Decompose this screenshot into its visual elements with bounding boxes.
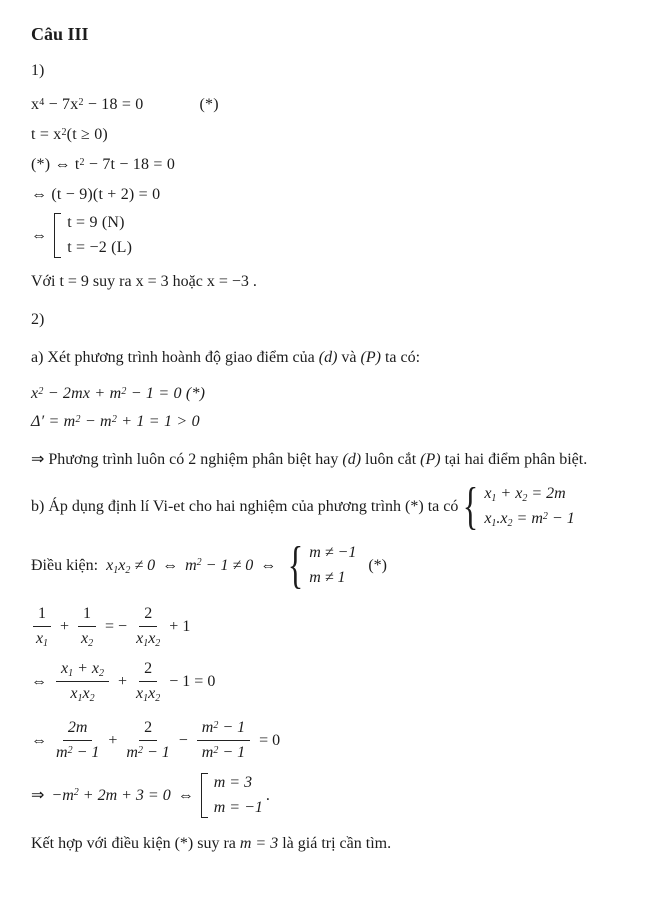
- plus-operator: +: [60, 617, 70, 635]
- x-conclusion: Với t = 9 suy ra x = 3 hoặc x = −3 .: [31, 273, 257, 290]
- implies-arrow: ⇒: [31, 786, 45, 804]
- m-solution-cases: [201, 773, 263, 818]
- factored-equation: ⇔ (t − 9)(t + 2) = 0: [31, 186, 161, 203]
- iff-arrow: ⇔: [260, 556, 277, 574]
- part2-label: 2): [31, 311, 45, 328]
- iff-arrow: ⇔: [31, 226, 48, 244]
- fraction-equation-3: ⇔ $\frac{2m}{m^2 - 1}$ + $\frac{2}{m^2 - 1}$ − $\frac{m^2 - 1}{m^2 - 1}$ = 0: [31, 719, 281, 761]
- case-row: m = 3: [213, 774, 253, 791]
- case-row: t = 9 (N): [67, 214, 125, 231]
- m-solution-line: [31, 773, 644, 818]
- quadratic-in-t: (*) ⇔ $t^2 - 7t - 18 = 0$: [31, 156, 176, 173]
- product-nonzero: $x_1x_2 \ne 0$: [106, 556, 156, 576]
- condition-line: [31, 536, 644, 594]
- case-row: t = −2 (L): [67, 239, 133, 256]
- fraction: $\frac{2}{x_1x_2}$: [136, 605, 161, 649]
- equals-minus-operator: = −: [105, 617, 128, 635]
- fraction: $\frac{1}{x_1}$: [33, 604, 51, 649]
- square-bracket: [54, 213, 61, 258]
- discriminant-line: $\Delta' = m^2 - m^2 + 1 = 1 > 0$: [31, 413, 200, 430]
- fraction: $\frac{1}{x_2}$: [78, 604, 96, 649]
- intersection-equation: $x^2 - 2mx + m^2 - 1 = 0$ (*): [31, 385, 206, 402]
- curly-brace: {: [463, 477, 479, 535]
- m-squared-condition: $m^2 - 1 \ne 0$: [185, 556, 254, 574]
- fraction: $\frac{2m}{m^2 - 1}$: [56, 719, 100, 761]
- case-row: m ≠ −1: [309, 544, 357, 561]
- iff-arrow: ⇔: [31, 672, 47, 690]
- vieta-system: [458, 477, 575, 535]
- part2a-intro: a) Xét phương trình hoành độ giao điểm của (d) và (P) ta có:: [31, 349, 421, 366]
- period: .: [265, 786, 270, 804]
- curly-brace: {: [287, 536, 304, 594]
- vieta-product: $x_1.x_2 = m^2 - 1$: [484, 510, 575, 529]
- cases-block: [54, 213, 132, 258]
- part2b-intro: b) Áp dụng định lí Vi-et cho hai nghiệm của phương trình (*) ta có { $x_1 + x_2 = 2m$ $x_1.x_2 = m^2 - 1$: [31, 477, 575, 535]
- part1-label: 1): [31, 62, 45, 79]
- m-quadratic: $-m^2 + 2m + 3 = 0$: [51, 786, 171, 804]
- final-conclusion: Kết hợp với điều kiện (*) suy ra m = 3 là giá trị cần tìm.: [31, 835, 392, 852]
- fraction: $\frac{m^2 - 1}{m^2 - 1}$: [197, 718, 250, 763]
- d-symbol: (d): [318, 349, 338, 366]
- fraction-equation-1: $\frac{1}{x_1}$ + $\frac{1}{x_2}$ = − $\frac{2}{x_1x_2}$ + 1: [31, 604, 644, 649]
- iff-arrow: ⇔: [162, 556, 179, 574]
- minus-operator: −: [178, 731, 188, 749]
- iff-arrow: ⇔: [31, 731, 47, 749]
- substitution-line: $t = x^2(t \ge 0)$: [31, 126, 108, 143]
- m-value: m = 3: [239, 835, 279, 852]
- section-heading: Câu III: [31, 24, 89, 44]
- square-bracket: [201, 773, 208, 818]
- condition-label: Điều kiện:: [31, 556, 99, 574]
- fraction: $\frac{x_1 + x_2}{x_1x_2}$: [56, 659, 109, 704]
- t-solution-cases: [31, 213, 644, 258]
- star-reference: (*): [368, 556, 387, 574]
- p-symbol: (P): [360, 349, 381, 366]
- m-condition-cases: [283, 536, 357, 594]
- case-row: m ≠ 1: [309, 569, 346, 586]
- fraction: $\frac{2}{x_1x_2}$: [136, 660, 161, 704]
- part2a-conclusion: ⇒ Phương trình luôn có 2 nghiệm phân biệt hay (d) luôn cắt (P) tại hai điểm phân biệt.: [31, 451, 588, 468]
- plus-operator: +: [118, 672, 128, 690]
- equation-quartic: $x^4 - 7x^2 - 18 = 0$ (*): [31, 96, 219, 113]
- star-reference: (*): [199, 96, 219, 113]
- fraction-equation-2: ⇔ $\frac{x_1 + x_2}{x_1x_2}$ + $\frac{2}{x_1x_2}$ − 1 = 0: [31, 660, 216, 704]
- iff-arrow: ⇔: [177, 786, 194, 804]
- case-row: m = −1: [213, 799, 263, 816]
- vieta-sum: $x_1 + x_2 = 2m$: [484, 485, 566, 504]
- d-symbol: (d): [342, 451, 362, 468]
- p-symbol: (P): [420, 451, 441, 468]
- fraction: $\frac{2}{m^2 - 1}$: [126, 719, 170, 761]
- plus-operator: +: [108, 731, 118, 749]
